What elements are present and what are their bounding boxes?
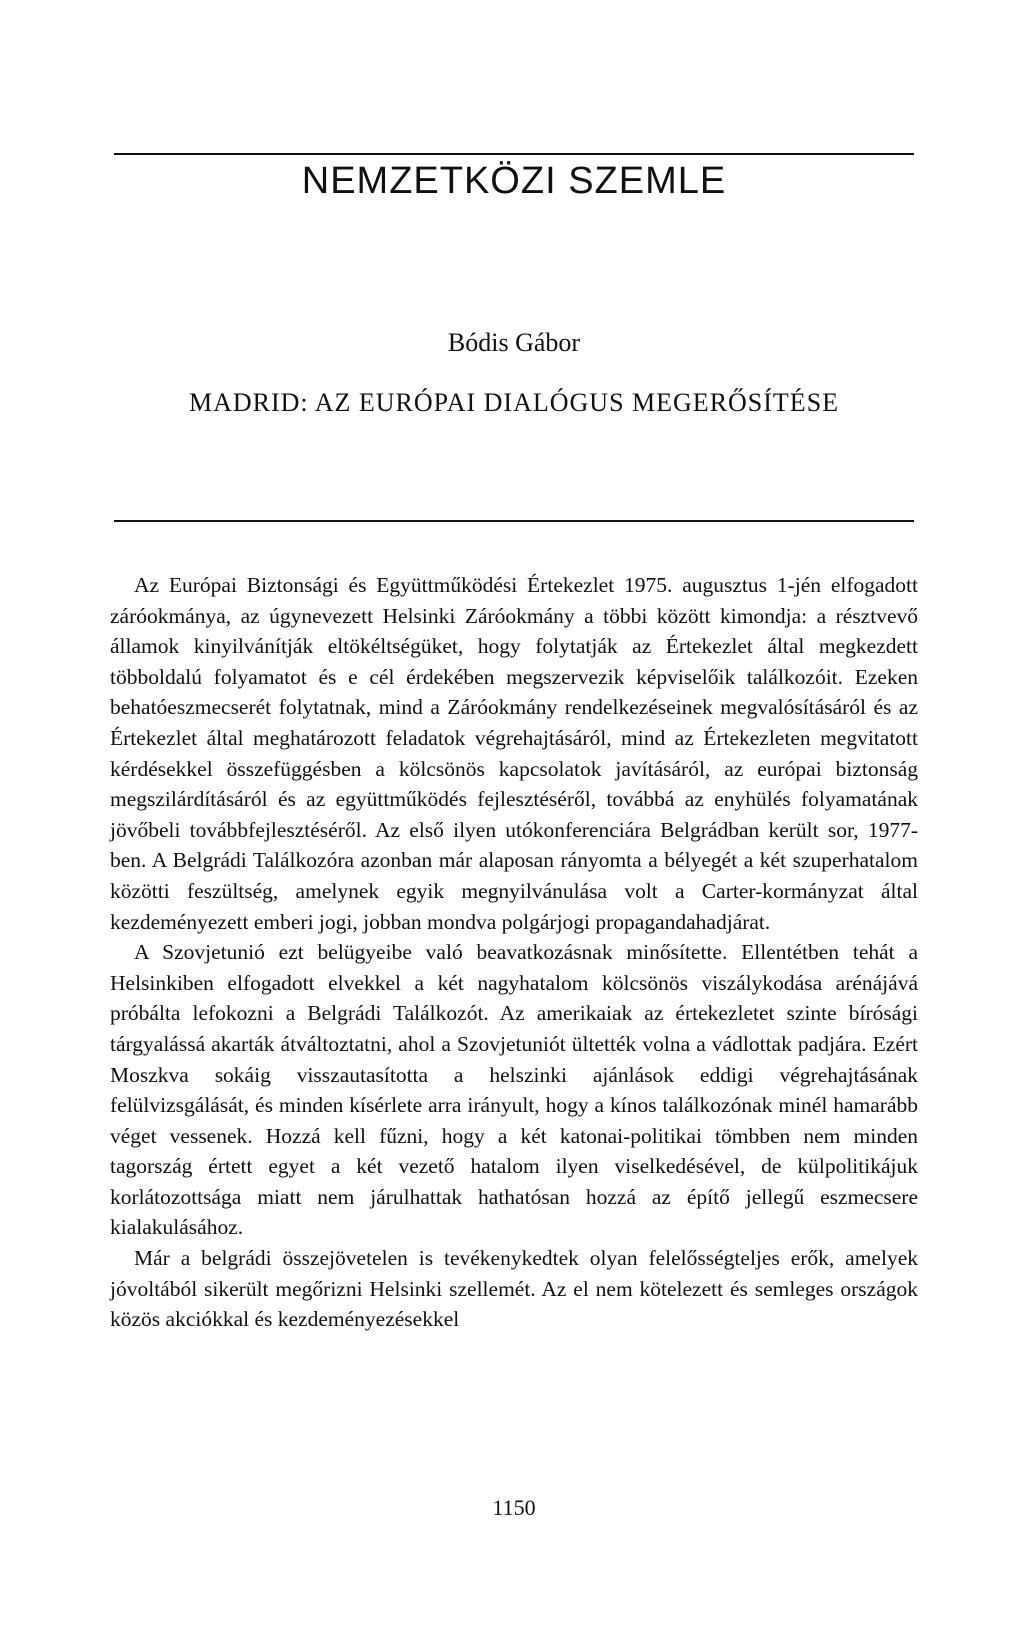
paragraph-1: Az Európai Biztonsági és Együttműködési Értekezlet 1975. augusztus 1-jén elfogadott záróokmánya, az úgynevezett Helsinki Záróokmány a többi között kimondja: a résztvevő államok kinyilvánítják eltökéltségüket, hogy folytatják az Értekezlet által megkezdett többoldalú folyamatot és e cél érdekében megszervezik képviselőik találkozóit. Ezeken behatóeszmecserét folytatnak, mind a Záróokmány rendelkezéseinek megvalósításáról és az Értekezlet által meghatározott feladatok végrehajtásáról, mind az Értekezleten megvitatott kérdésekkel összefüggésben a kölcsönös kapcsolatok javításáról, az európai biztonság megszilárdításáról és az együttműködés fejlesztéséről, továbbá az enyhülés folyamatának jövőbeli továbbfejlesztéséről. Az első ilyen utókonferenciára Belgrádban került sor, 1977-ben. A Belgrádi Találkozóra azonban már alaposan rányomta a bélyegét a két szuperhatalom közötti feszültség, amelynek egyik megnyilvánulása volt a Carter-kormányzat által kezdeményezett emberi jogi, jobban mondva polgárjogi propagandahadjárat. <box>110 573 918 934</box>
paragraph-2: A Szovjetunió ezt belügyeibe való beavatkozásnak minősítette. Ellentétben tehát a Helsinkiben elfogadott elvekkel a két nagyhatalom kölcsönös viszálykodása arénájává próbálta lefokozni a Belgrádi Találkozót. Az amerikaiak az értekezletet szinte bírósági tárgyalássá akarták átváltoztatni, ahol a Szovjetuniót ültették volna a vádlottak padjára. Ezért Moszkva sokáig visszautasította a helszinki ajánlások eddigi végrehajtásának felülvizsgálását, és minden kísérlete arra irányult, hogy a kínos találkozónak minél hamarább véget vessenek. Hozzá kell fűzni, hogy a két katonai-politikai tömbben nem minden tagország értett egyet a két vezető hatalom ilyen viselkedésével, de külpolitikájuk korlátozottsága miatt nem járulhattak hathatósan hozzá az építő jellegű eszmecsere kialakulásához. <box>110 940 918 1240</box>
article-body <box>110 570 918 1335</box>
article-title: MADRID: AZ EURÓPAI DIALÓGUS MEGERŐSÍTÉSE <box>188 388 840 417</box>
journal-title: NEMZETKÖZI SZEMLE <box>301 160 727 202</box>
top-divider <box>114 153 914 155</box>
page-number: 1150 <box>492 1495 536 1520</box>
article-author: Bódis Gábor <box>447 328 581 357</box>
paragraph-3: Már a belgrádi összejövetelen is tevékenykedtek olyan felelősségteljes erők, amelyek jóvoltából sikerült megőrizni Helsinki szellemét. Az el nem kötelezett és semleges országok közös akciókkal és kezdeményezésekkel <box>110 1246 918 1332</box>
title-divider <box>114 520 914 522</box>
